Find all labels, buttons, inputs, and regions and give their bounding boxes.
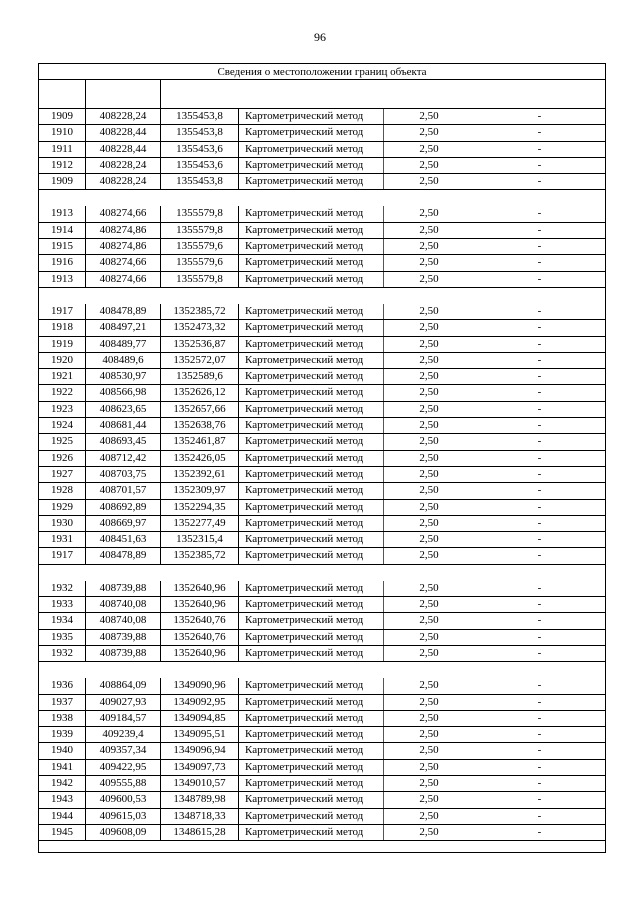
y-coordinate-cell: 1352572,07 [161, 353, 239, 368]
table-caption: Сведения о местоположении границ объекта [39, 64, 605, 80]
method-cell: Картометрический метод [239, 451, 384, 466]
method-cell: Картометрический метод [239, 206, 384, 221]
table-row [39, 385, 605, 401]
x-coordinate-cell: 409184,57 [86, 711, 161, 726]
accuracy-cell: 2,50 [419, 549, 439, 562]
x-coordinate-cell: 408693,45 [86, 434, 161, 449]
method-cell: Картометрический метод [239, 320, 384, 335]
table-row [39, 776, 605, 792]
method-cell: Картометрический метод [239, 353, 384, 368]
point-number-cell: 1941 [39, 760, 86, 775]
point-number-cell: 1939 [39, 727, 86, 742]
table-row [39, 646, 605, 662]
y-coordinate-cell: 1352309,97 [161, 483, 239, 498]
description-cell: - [537, 711, 542, 724]
y-coordinate-cell: 1349010,57 [161, 776, 239, 791]
x-coordinate-cell: 408864,09 [86, 678, 161, 693]
y-coordinate-cell: 1352657,66 [161, 402, 239, 417]
y-coordinate-cell: 1352536,87 [161, 337, 239, 352]
point-number-cell: 1933 [39, 597, 86, 612]
x-coordinate-cell: 408739,88 [86, 646, 161, 661]
y-coordinate-cell: 1352640,76 [161, 613, 239, 628]
accuracy-cell: 2,50 [419, 500, 439, 513]
accuracy-cell: 2,50 [419, 467, 439, 480]
description-cell: - [537, 451, 542, 464]
method-cell: Картометрический метод [239, 223, 384, 238]
description-cell: - [537, 110, 542, 122]
description-cell: - [537, 304, 542, 317]
description-cell: - [537, 598, 542, 611]
accuracy-cell: 2,50 [419, 321, 439, 334]
y-coordinate-cell: 1355453,8 [161, 125, 239, 140]
method-cell: Картометрический метод [239, 581, 384, 596]
description-cell: - [537, 272, 542, 285]
method-cell: Картометрический метод [239, 711, 384, 726]
description-cell: - [537, 467, 542, 480]
accuracy-cell: 2,50 [419, 695, 439, 708]
y-coordinate-cell: 1352277,49 [161, 516, 239, 531]
accuracy-cell: 2,50 [419, 353, 439, 366]
description-cell: - [537, 386, 542, 399]
point-number-cell: 1937 [39, 695, 86, 710]
method-cell: Картометрический метод [239, 369, 384, 384]
method-cell: Картометрический метод [239, 402, 384, 417]
method-cell: Картометрический метод [239, 434, 384, 449]
description-cell: - [537, 825, 542, 838]
point-number-cell: 1925 [39, 434, 86, 449]
table-row [39, 109, 605, 125]
description-cell: - [537, 256, 542, 269]
method-cell: Картометрический метод [239, 516, 384, 531]
x-coordinate-cell: 408274,66 [86, 206, 161, 221]
x-coordinate-cell: 408228,24 [86, 174, 161, 189]
point-number-cell: 1923 [39, 402, 86, 417]
y-coordinate-cell: 1355579,8 [161, 272, 239, 287]
point-number-cell: 1931 [39, 532, 86, 547]
x-coordinate-cell: 408692,89 [86, 500, 161, 515]
method-cell: Картометрический метод [239, 500, 384, 515]
x-coordinate-cell: 408478,89 [86, 548, 161, 563]
point-number-cell: 1930 [39, 516, 86, 531]
method-cell: Картометрический метод [239, 125, 384, 140]
group-separator [39, 662, 605, 678]
point-number-cell: 1932 [39, 581, 86, 596]
y-coordinate-cell: 1348615,28 [161, 825, 239, 840]
table-row [39, 142, 605, 158]
x-coordinate-cell: 408740,08 [86, 597, 161, 612]
method-cell: Картометрический метод [239, 727, 384, 742]
description-cell: - [537, 126, 542, 139]
description-cell: - [537, 175, 542, 188]
y-coordinate-cell: 1352589,6 [161, 369, 239, 384]
table-row [39, 727, 605, 743]
x-coordinate-cell: 408740,08 [86, 613, 161, 628]
method-cell: Картометрический метод [239, 646, 384, 661]
accuracy-cell: 2,50 [419, 158, 439, 171]
y-coordinate-cell: 1352473,32 [161, 320, 239, 335]
y-coordinate-cell: 1355579,6 [161, 239, 239, 254]
method-cell: Картометрический метод [239, 337, 384, 352]
table-row [39, 678, 605, 694]
x-coordinate-cell: 408451,63 [86, 532, 161, 547]
point-number-cell: 1922 [39, 385, 86, 400]
description-cell: - [537, 223, 542, 236]
table-row [39, 272, 605, 288]
x-coordinate-cell: 408703,75 [86, 467, 161, 482]
y-coordinate-cell: 1355453,6 [161, 158, 239, 173]
accuracy-cell: 2,50 [419, 630, 439, 643]
method-cell: Картометрический метод [239, 418, 384, 433]
table-row [39, 158, 605, 174]
accuracy-cell: 2,50 [419, 614, 439, 627]
y-coordinate-cell: 1355579,8 [161, 206, 239, 221]
x-coordinate-cell: 409555,88 [86, 776, 161, 791]
table-row [39, 402, 605, 418]
method-cell: Картометрический метод [239, 630, 384, 645]
method-cell: Картометрический метод [239, 174, 384, 189]
table-row [39, 206, 605, 222]
accuracy-cell: 2,50 [419, 776, 439, 789]
point-number-cell: 1914 [39, 223, 86, 238]
point-number-cell: 1915 [39, 239, 86, 254]
accuracy-cell: 2,50 [419, 207, 439, 220]
method-cell: Картометрический метод [239, 385, 384, 400]
y-coordinate-cell: 1352640,76 [161, 630, 239, 645]
point-number-cell: 1913 [39, 272, 86, 287]
group-separator [39, 190, 605, 206]
description-cell: - [537, 419, 542, 432]
accuracy-cell: 2,50 [419, 451, 439, 464]
table-row [39, 630, 605, 646]
point-number-cell: 1916 [39, 255, 86, 270]
point-number-cell: 1932 [39, 646, 86, 661]
method-cell: Картометрический метод [239, 255, 384, 270]
table-row [39, 548, 605, 564]
y-coordinate-cell: 1352385,72 [161, 304, 239, 319]
accuracy-cell: 2,50 [419, 744, 439, 757]
table-row [39, 613, 605, 629]
description-cell: - [537, 549, 542, 562]
y-coordinate-cell: 1349097,73 [161, 760, 239, 775]
table-row [39, 483, 605, 499]
accuracy-cell: 2,50 [419, 142, 439, 155]
method-cell: Картометрический метод [239, 532, 384, 547]
table-row [39, 369, 605, 385]
description-cell: - [537, 516, 542, 529]
y-coordinate-cell: 1348789,98 [161, 792, 239, 807]
x-coordinate-cell: 408669,97 [86, 516, 161, 531]
table-row [39, 500, 605, 516]
group-separator [39, 288, 605, 304]
point-number-cell: 1934 [39, 613, 86, 628]
method-cell: Картометрический метод [239, 776, 384, 791]
table-row [39, 125, 605, 141]
table-row [39, 581, 605, 597]
y-coordinate-cell: 1349096,94 [161, 743, 239, 758]
accuracy-cell: 2,50 [419, 304, 439, 317]
description-cell: - [537, 533, 542, 546]
accuracy-cell: 2,50 [419, 272, 439, 285]
point-number-cell: 1940 [39, 743, 86, 758]
point-number-cell: 1913 [39, 206, 86, 221]
x-coordinate-cell: 408274,66 [86, 255, 161, 270]
table-row [39, 516, 605, 532]
y-coordinate-cell: 1355453,8 [161, 109, 239, 124]
point-number-cell: 1919 [39, 337, 86, 352]
method-cell: Картометрический метод [239, 272, 384, 287]
accuracy-cell: 2,50 [419, 793, 439, 806]
x-coordinate-cell: 408530,97 [86, 369, 161, 384]
point-number-cell: 1926 [39, 451, 86, 466]
accuracy-cell: 2,50 [419, 126, 439, 139]
table-row [39, 434, 605, 450]
description-cell: - [537, 337, 542, 350]
description-cell: - [537, 484, 542, 497]
table-row [39, 743, 605, 759]
y-coordinate-cell: 1352385,72 [161, 548, 239, 563]
accuracy-cell: 2,50 [419, 240, 439, 253]
x-coordinate-cell: 408497,21 [86, 320, 161, 335]
x-coordinate-cell: 408489,77 [86, 337, 161, 352]
description-cell: - [537, 809, 542, 822]
table-row [39, 320, 605, 336]
point-number-cell: 1924 [39, 418, 86, 433]
x-coordinate-cell: 409615,03 [86, 809, 161, 824]
point-number-cell: 1910 [39, 125, 86, 140]
method-cell: Картометрический метод [239, 792, 384, 807]
method-cell: Картометрический метод [239, 142, 384, 157]
y-coordinate-cell: 1348718,33 [161, 809, 239, 824]
accuracy-cell: 2,50 [419, 679, 439, 692]
y-coordinate-cell: 1352315,4 [161, 532, 239, 547]
table-row [39, 223, 605, 239]
x-coordinate-cell: 409027,93 [86, 695, 161, 710]
y-coordinate-cell: 1352640,96 [161, 597, 239, 612]
point-number-cell: 1921 [39, 369, 86, 384]
x-coordinate-cell: 408623,65 [86, 402, 161, 417]
description-cell: - [537, 760, 542, 773]
description-cell: - [537, 581, 542, 594]
description-cell: - [537, 679, 542, 692]
x-coordinate-cell: 409600,53 [86, 792, 161, 807]
method-cell: Картометрический метод [239, 678, 384, 693]
description-cell: - [537, 793, 542, 806]
description-cell: - [537, 744, 542, 757]
accuracy-cell: 2,50 [419, 386, 439, 399]
x-coordinate-cell: 408228,24 [86, 158, 161, 173]
y-coordinate-cell: 1349092,95 [161, 695, 239, 710]
method-cell: Картометрический метод [239, 695, 384, 710]
point-number-cell: 1920 [39, 353, 86, 368]
table-rows [39, 109, 605, 841]
point-number-cell: 1944 [39, 809, 86, 824]
x-coordinate-cell: 408274,86 [86, 239, 161, 254]
point-number-cell: 1918 [39, 320, 86, 335]
method-cell: Картометрический метод [239, 158, 384, 173]
accuracy-cell: 2,50 [419, 516, 439, 529]
table-row [39, 255, 605, 271]
y-coordinate-cell: 1349094,85 [161, 711, 239, 726]
x-coordinate-cell: 408478,89 [86, 304, 161, 319]
accuracy-cell: 2,50 [419, 533, 439, 546]
y-coordinate-cell: 1352640,96 [161, 646, 239, 661]
accuracy-cell: 2,50 [419, 223, 439, 236]
description-cell: - [537, 207, 542, 220]
y-coordinate-cell: 1355453,6 [161, 142, 239, 157]
point-number-cell: 1936 [39, 678, 86, 693]
y-coordinate-cell: 1355453,8 [161, 174, 239, 189]
y-coordinate-cell: 1352294,35 [161, 500, 239, 515]
y-coordinate-cell: 1352638,76 [161, 418, 239, 433]
y-coordinate-cell: 1352426,05 [161, 451, 239, 466]
y-coordinate-cell: 1352626,12 [161, 385, 239, 400]
y-coordinate-cell: 1355579,8 [161, 223, 239, 238]
table-row [39, 825, 605, 841]
accuracy-cell: 2,50 [419, 484, 439, 497]
method-cell: Картометрический метод [239, 825, 384, 840]
x-coordinate-cell: 408712,42 [86, 451, 161, 466]
method-cell: Картометрический метод [239, 597, 384, 612]
method-cell: Картометрический метод [239, 304, 384, 319]
accuracy-cell: 2,50 [419, 728, 439, 741]
description-cell: - [537, 435, 542, 448]
y-coordinate-cell: 1355579,6 [161, 255, 239, 270]
point-number-cell: 1909 [39, 109, 86, 124]
header-cell-2 [86, 80, 161, 109]
accuracy-cell: 2,50 [419, 809, 439, 822]
x-coordinate-cell: 409239,4 [86, 727, 161, 742]
point-number-cell: 1942 [39, 776, 86, 791]
table-row [39, 695, 605, 711]
accuracy-cell: 2,50 [419, 581, 439, 594]
y-coordinate-cell: 1352392,61 [161, 467, 239, 482]
point-number-cell: 1928 [39, 483, 86, 498]
accuracy-cell: 2,50 [419, 711, 439, 724]
method-cell: Картометрический метод [239, 109, 384, 124]
table-row [39, 337, 605, 353]
x-coordinate-cell: 408489,6 [86, 353, 161, 368]
accuracy-cell: 2,50 [419, 110, 439, 122]
boundary-table [38, 63, 606, 853]
point-number-cell: 1938 [39, 711, 86, 726]
x-coordinate-cell: 408681,44 [86, 418, 161, 433]
table-row [39, 792, 605, 808]
table-row [39, 353, 605, 369]
description-cell: - [537, 646, 542, 659]
page-number: 96 [314, 30, 326, 44]
description-cell: - [537, 695, 542, 708]
point-number-cell: 1935 [39, 630, 86, 645]
table-row [39, 760, 605, 776]
x-coordinate-cell: 409608,09 [86, 825, 161, 840]
method-cell: Картометрический метод [239, 760, 384, 775]
y-coordinate-cell: 1352461,87 [161, 434, 239, 449]
x-coordinate-cell: 408701,57 [86, 483, 161, 498]
y-coordinate-cell: 1349095,51 [161, 727, 239, 742]
accuracy-cell: 2,50 [419, 337, 439, 350]
accuracy-cell: 2,50 [419, 370, 439, 383]
accuracy-cell: 2,50 [419, 402, 439, 415]
accuracy-cell: 2,50 [419, 598, 439, 611]
description-cell: - [537, 370, 542, 383]
x-coordinate-cell: 409422,95 [86, 760, 161, 775]
accuracy-cell: 2,50 [419, 646, 439, 659]
x-coordinate-cell: 408228,44 [86, 142, 161, 157]
accuracy-cell: 2,50 [419, 825, 439, 838]
method-cell: Картометрический метод [239, 743, 384, 758]
point-number-cell: 1917 [39, 304, 86, 319]
point-number-cell: 1909 [39, 174, 86, 189]
point-number-cell: 1917 [39, 548, 86, 563]
table-row [39, 711, 605, 727]
table-row [39, 174, 605, 190]
x-coordinate-cell: 408274,66 [86, 272, 161, 287]
description-cell: - [537, 353, 542, 366]
x-coordinate-cell: 409357,34 [86, 743, 161, 758]
table-row [39, 451, 605, 467]
table-row [39, 809, 605, 825]
point-number-cell: 1911 [39, 142, 86, 157]
point-number-cell: 1927 [39, 467, 86, 482]
description-cell: - [537, 142, 542, 155]
x-coordinate-cell: 408228,24 [86, 109, 161, 124]
description-cell: - [537, 728, 542, 741]
method-cell: Картометрический метод [239, 613, 384, 628]
description-cell: - [537, 630, 542, 643]
y-coordinate-cell: 1349090,96 [161, 678, 239, 693]
description-cell: - [537, 402, 542, 415]
method-cell: Картометрический метод [239, 809, 384, 824]
x-coordinate-cell: 408274,86 [86, 223, 161, 238]
x-coordinate-cell: 408566,98 [86, 385, 161, 400]
method-cell: Картометрический метод [239, 239, 384, 254]
accuracy-cell: 2,50 [419, 419, 439, 432]
accuracy-cell: 2,50 [419, 760, 439, 773]
description-cell: - [537, 158, 542, 171]
method-cell: Картометрический метод [239, 548, 384, 563]
point-number-cell: 1943 [39, 792, 86, 807]
table-row [39, 418, 605, 434]
group-separator [39, 565, 605, 581]
table-row [39, 532, 605, 548]
method-cell: Картометрический метод [239, 467, 384, 482]
description-cell: - [537, 240, 542, 253]
header-cell-1 [39, 80, 86, 109]
point-number-cell: 1945 [39, 825, 86, 840]
point-number-cell: 1912 [39, 158, 86, 173]
header-cell-3 [161, 80, 605, 109]
description-cell: - [537, 321, 542, 334]
table-row [39, 304, 605, 320]
table-row [39, 467, 605, 483]
y-coordinate-cell: 1352640,96 [161, 581, 239, 596]
method-cell: Картометрический метод [239, 483, 384, 498]
table-row [39, 597, 605, 613]
point-number-cell: 1929 [39, 500, 86, 515]
description-cell: - [537, 614, 542, 627]
accuracy-cell: 2,50 [419, 175, 439, 188]
description-cell: - [537, 776, 542, 789]
x-coordinate-cell: 408739,88 [86, 630, 161, 645]
table-row [39, 239, 605, 255]
accuracy-cell: 2,50 [419, 435, 439, 448]
accuracy-cell: 2,50 [419, 256, 439, 269]
description-cell: - [537, 500, 542, 513]
x-coordinate-cell: 408228,44 [86, 125, 161, 140]
x-coordinate-cell: 408739,88 [86, 581, 161, 596]
